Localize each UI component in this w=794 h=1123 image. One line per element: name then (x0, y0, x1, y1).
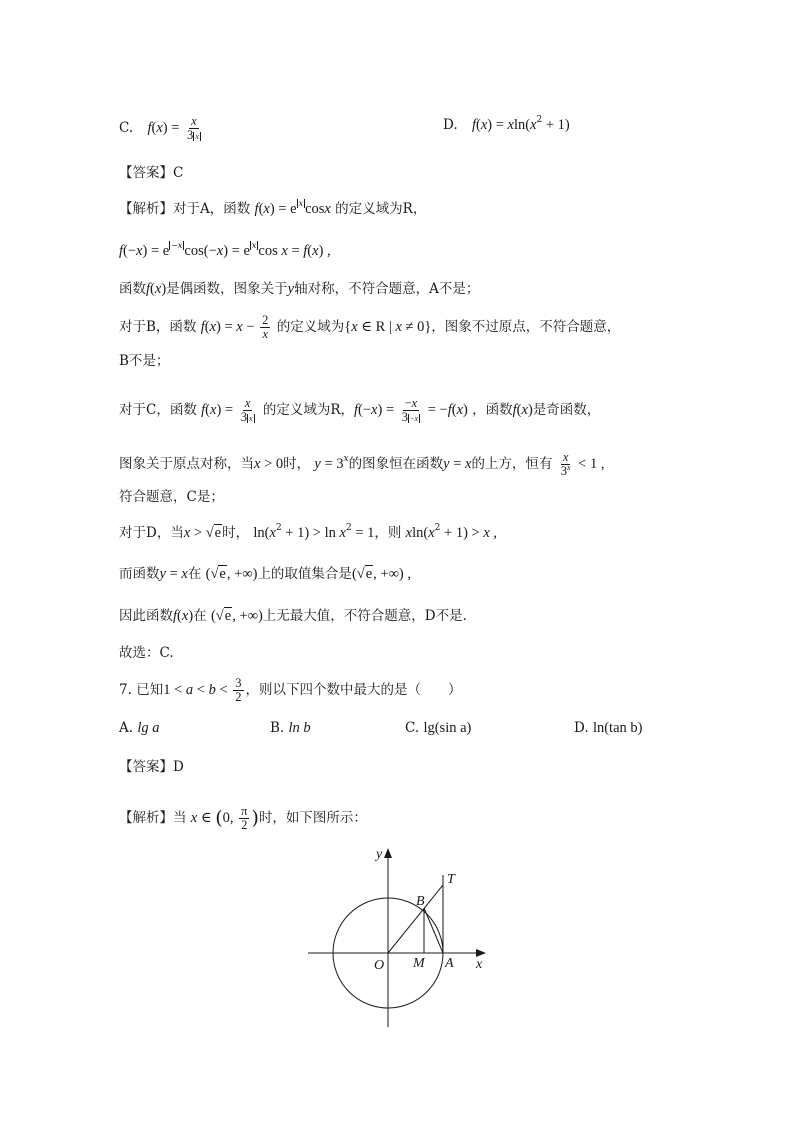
analysis-line-4: 对于B，函数 f(x) = x − $\frac{2}{x}$ 的定义域为{x ∈ R | x ≠ 0}，图象不过原点，不符合题意， (119, 313, 621, 341)
analysis-line-5: B不是； (119, 353, 170, 369)
y-axis-arrow (384, 848, 392, 858)
analysis-line-1: 【解析】对于A，函数 f(x) = e $^x$ cosx 的定义域为R， (119, 199, 427, 217)
option-c: C. f(x) = $\frac{x}{3 x}$ (119, 114, 199, 142)
option-d: D. ln(tan b) (574, 720, 643, 736)
label-o: O (374, 958, 385, 973)
analysis-line-6: 对于C，函数 f(x) = $\frac{x}{3 x}$ 的定义域为R，f(−x) = $\frac{-x}{3 -x}$ = −f(x) ，函数f(x)是奇函数， (119, 396, 601, 424)
unit-circle-figure (300, 840, 500, 1040)
answer-2 (119, 757, 184, 777)
label-m: M (413, 956, 425, 971)
option-d: D. $f(x) = xln(x^2 + 1)$ (443, 115, 570, 133)
analysis-line-3: 函数f(x)是偶函数，图象关于y轴对称，不符合题意，A不是； (119, 281, 480, 297)
analysis-line-10: 而函数y = x在 (√e, +∞)上的取值集合是(√e, +∞) , (119, 566, 412, 582)
analysis-line-7: 图象关于原点对称，当x > 0时， $y = 3^x$的图象恒在函数y = x的上方，恒有 $\frac{x}{3^x}$ < 1 , (119, 450, 605, 478)
analysis-2: 【解析】当 x ∈ (0, $\frac{\pi}{2}$ )时，如下图所示： (119, 804, 367, 832)
analysis-line-8: 符合题意，C是； (119, 489, 224, 505)
answer-value: D (173, 759, 184, 775)
analysis-line-11: 因此函数f(x)在 (√e, +∞)上无最大值，不符合题意，D不是. (119, 608, 467, 624)
option-d-label: D. (443, 117, 458, 133)
option-c: C. lg(sin a) (405, 720, 472, 736)
label-b: B (416, 894, 425, 909)
option-b: B. ln b (270, 720, 311, 736)
analysis-line-2: f(−x) = e $^{-x}$ cos(−x) = e $^x$ cos x = f(x) , (119, 241, 331, 259)
label-a: A (445, 956, 454, 971)
x-axis-arrow (476, 949, 486, 957)
answer-value: C (173, 165, 184, 181)
answer-label: 【答案】 (119, 165, 173, 181)
answer-label: 【答案】 (119, 759, 173, 775)
chord-ba (424, 908, 443, 953)
option-a: A. lg a (119, 720, 160, 736)
analysis-line-12: 故选：C. (119, 645, 174, 661)
question-number: 7. (119, 682, 132, 698)
label-x: x (476, 957, 483, 972)
label-t: T (447, 872, 455, 887)
option-c-label: C. (119, 120, 134, 136)
answer-1 (119, 163, 183, 183)
question-7-stem: 7. 已知1 < a < b < $\frac{3}{2}$ ，则以下四个数中最大的是（ ） (119, 676, 462, 704)
label-y: y (376, 847, 383, 862)
analysis-line-9: 对于D，当x > √e时， $\ln(x^2 + 1) > \ln x^2 = 1$，则 $xln(x^2 + 1) > x$ , (119, 523, 498, 541)
